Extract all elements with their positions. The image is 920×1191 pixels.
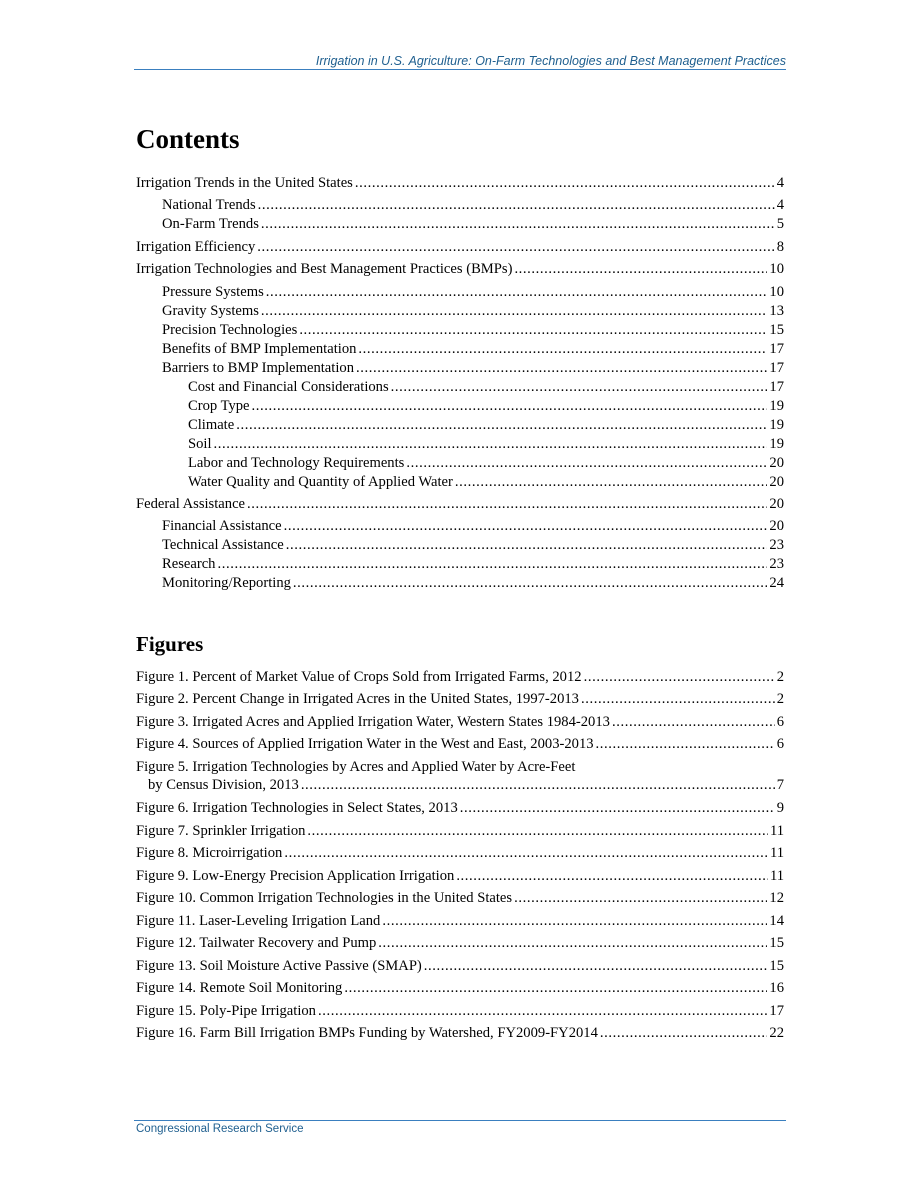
toc-entry[interactable]: Pressure Systems ..... 10 [162, 283, 784, 301]
toc-entry[interactable]: Irrigation Efficiency ..... 8 [136, 238, 784, 256]
toc-entry[interactable]: Benefits of BMP Implementation ..... 17 [162, 340, 784, 358]
toc-entry[interactable]: Financial Assistance ..... 20 [162, 517, 784, 535]
figure-entry[interactable]: Figure 6. Irrigation Technologies in Select States, 2013 ..... 9 [136, 799, 784, 817]
contents-title: Contents [136, 124, 240, 154]
figure-entry[interactable]: Figure 10. Common Irrigation Technologies in the United States ..... 12 [136, 889, 784, 907]
figure-entry[interactable]: Figure 3. Irrigated Acres and Applied Irrigation Water, Western States 1984-2013 ..... 6 [136, 713, 784, 731]
figure-entry[interactable]: Figure 15. Poly-Pipe Irrigation ..... 17 [136, 1002, 784, 1020]
toc-entry[interactable]: Irrigation Trends in the United States ..... 4 [136, 174, 784, 192]
toc-entry[interactable]: Monitoring/Reporting ..... 24 [162, 574, 784, 592]
toc-entry[interactable]: Climate ..... 19 [188, 416, 784, 434]
toc-entry[interactable]: On-Farm Trends ..... 5 [162, 215, 784, 233]
toc-entry[interactable]: Crop Type ..... 19 [188, 397, 784, 415]
toc-entry[interactable]: Federal Assistance ..... 20 [136, 495, 784, 513]
figure-entry[interactable]: Figure 14. Remote Soil Monitoring ..... 16 [136, 979, 784, 997]
toc-entry[interactable]: Precision Technologies ..... 15 [162, 321, 784, 339]
figures-title: Figures [136, 632, 204, 656]
toc-entry[interactable]: Barriers to BMP Implementation ..... 17 [162, 359, 784, 377]
figure-entry[interactable]: Figure 5. Irrigation Technologies by Acres and Applied Water by Acre-Feet by Census Division, 2013 ..... 7 [136, 758, 784, 794]
figure-entry[interactable]: Figure 1. Percent of Market Value of Crops Sold from Irrigated Farms, 2012 ..... 2 [136, 668, 784, 686]
footer-rule [134, 1120, 786, 1121]
toc-entry[interactable]: Water Quality and Quantity of Applied Water ..... 20 [188, 473, 784, 491]
figure-entry[interactable]: Figure 12. Tailwater Recovery and Pump ..... 15 [136, 934, 784, 952]
toc-entry[interactable]: Research ..... 23 [162, 555, 784, 573]
toc-entry[interactable]: Irrigation Technologies and Best Management Practices (BMPs) ..... 10 [136, 260, 784, 278]
toc-entry[interactable]: Soil ..... 19 [188, 435, 784, 453]
toc-entry[interactable]: National Trends ..... 4 [162, 196, 784, 214]
header-rule [134, 69, 786, 70]
figure-entry[interactable]: Figure 16. Farm Bill Irrigation BMPs Funding by Watershed, FY2009-FY2014 ..... 22 [136, 1024, 784, 1042]
toc-entry[interactable]: Labor and Technology Requirements ..... 20 [188, 454, 784, 472]
figure-entry[interactable]: Figure 9. Low-Energy Precision Application Irrigation ..... 11 [136, 867, 784, 885]
figure-entry[interactable]: Figure 4. Sources of Applied Irrigation Water in the West and East, 2003-2013 ..... 6 [136, 735, 784, 753]
running-header: Irrigation in U.S. Agriculture: On-Farm Technologies and Best Management Practices [315, 54, 786, 68]
figure-entry[interactable]: Figure 11. Laser-Leveling Irrigation Land ..... 14 [136, 912, 784, 930]
figure-entry[interactable]: Figure 13. Soil Moisture Active Passive (SMAP) ..... 15 [136, 957, 784, 975]
figure-entry[interactable]: Figure 7. Sprinkler Irrigation ..... 11 [136, 822, 784, 840]
figure-entry[interactable]: Figure 8. Microirrigation ..... 11 [136, 844, 784, 862]
figure-entry[interactable]: Figure 2. Percent Change in Irrigated Acres in the United States, 1997-2013 ..... 2 [136, 690, 784, 708]
footer-text: Congressional Research Service [136, 1123, 304, 1135]
toc-entry[interactable]: Gravity Systems ..... 13 [162, 302, 784, 320]
toc-entry[interactable]: Cost and Financial Considerations ..... 17 [188, 378, 784, 396]
toc-entry[interactable]: Technical Assistance ..... 23 [162, 536, 784, 554]
